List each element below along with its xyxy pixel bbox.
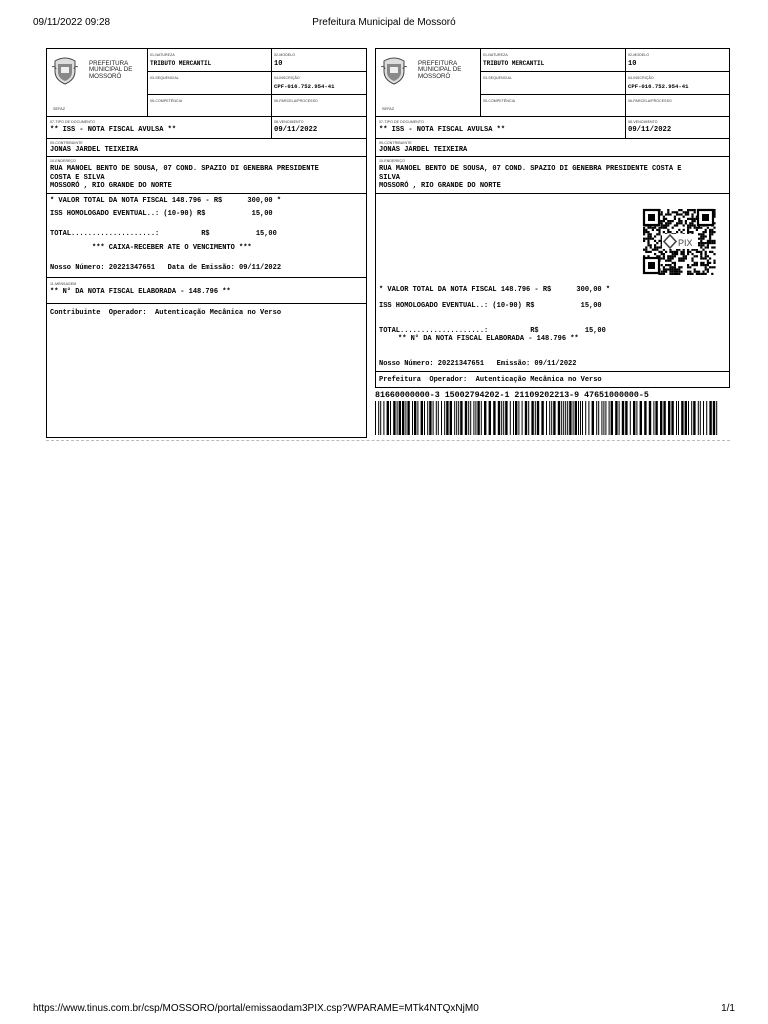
autenticacao-line: Contribuinte Operador: Autenticação Mecânica no Verso: [50, 309, 282, 317]
modelo-value: 10: [274, 60, 283, 68]
vencimento-cell: [625, 117, 729, 139]
contribuinte-label: 09-CONTRIBUINTE: [379, 141, 412, 145]
endereco-value: [379, 165, 727, 191]
contribuinte-cell: [47, 139, 366, 157]
barcode: [375, 401, 718, 435]
natureza-label: 01-NATUREZA: [150, 53, 175, 57]
sequencial-label: 03-SEQUENCIAL: [150, 76, 179, 80]
pix-logo-text: PIX: [678, 238, 693, 248]
total-line: TOTAL....................: R$ 15,00: [50, 230, 277, 238]
endereco-line-3: MOSSORÓ , RIO GRANDE DO NORTE: [379, 182, 501, 190]
nosso-numero-line: Nosso Número: 20221347651 Data de Emissão: 09/11/2022: [50, 264, 282, 272]
natureza-cell: [147, 49, 271, 72]
vencimento-label: 08-VENCIMENTO: [274, 120, 304, 124]
endereco-cell: [47, 157, 366, 194]
print-title: Prefeitura Municipal de Mossoró: [312, 17, 456, 28]
inscricao-value: CPF-016.752.954-41: [274, 83, 335, 90]
caixa-receber-line: *** CAIXA-RECEBER ATE O VENCIMENTO ***: [92, 244, 252, 252]
tipo-documento-label: 07-TIPO DE DOCUMENTO: [50, 120, 95, 124]
parcela-cell: [625, 95, 729, 117]
mensagem-value: ** N° DA NOTA FISCAL ELABORADA - 148.796 **: [50, 288, 231, 296]
sequencial-cell: [480, 72, 625, 95]
competencia-cell: [480, 95, 625, 117]
linha-digitavel: 81660000000-3 15002794202-1 21109202213-9 47651000000-5: [375, 391, 649, 400]
logo-line-3: MOSSORÓ: [89, 72, 122, 80]
endereco-line-2: SILVA: [379, 173, 401, 182]
inscricao-value: CPF-016.752.954-41: [628, 83, 689, 90]
competencia-cell: [147, 95, 271, 117]
natureza-value: TRIBUTO MERCANTIL: [150, 60, 212, 67]
parcela-label: 06-PARCELA/PROCESSO: [274, 99, 318, 103]
logo-tagline: SEFAZ: [53, 107, 66, 111]
logo-line-2: MUNICIPAL DE: [89, 66, 133, 74]
natureza-label: 01-NATUREZA: [483, 53, 508, 57]
vencimento-cell: [271, 117, 366, 139]
endereco-cell: [376, 157, 729, 194]
print-url: https://www.tinus.com.br/csp/MOSSORO/portal/emissaodam3PIX.csp?WPARAME=MTk4NTQxNjM0: [33, 1003, 479, 1014]
inscricao-label: 04-INSCRIÇÃO: [274, 76, 300, 80]
cut-line: [46, 440, 730, 441]
logo-line-3: MOSSORÓ: [418, 72, 451, 80]
logo-row-border: [47, 49, 147, 117]
logo-line-1: PREFEITURA: [89, 60, 129, 67]
print-datetime: 09/11/2022 09:28: [33, 17, 111, 28]
valor-total-line: * VALOR TOTAL DA NOTA FISCAL 148.796 - R$ 300,00 *: [50, 197, 282, 205]
sequencial-label: 03-SEQUENCIAL: [483, 76, 512, 80]
logo-line-2: MUNICIPAL DE: [418, 66, 462, 74]
mensagem-label: 11-MENSAGEM: [50, 282, 77, 286]
competencia-label: 05-COMPETÊNCIA: [150, 99, 183, 103]
modelo-label: 02-MODELO: [628, 53, 650, 57]
autenticacao-line: Prefeitura Operador: Autenticação Mecânica no Verso: [379, 376, 602, 384]
valores-cell: [376, 194, 729, 372]
tipo-documento-cell: [47, 117, 271, 139]
parcela-cell: [271, 95, 366, 117]
contribuinte-value: JONAS JARDEL TEIXEIRA: [379, 146, 468, 154]
modelo-cell: [271, 49, 366, 72]
vencimento-value: 09/11/2022: [274, 126, 318, 134]
nosso-numero-line: Nosso Número: 20221347651 Emissão: 09/11/2022: [379, 360, 577, 368]
slip-prefeitura: [375, 48, 730, 388]
modelo-label: 02-MODELO: [274, 53, 296, 57]
contribuinte-value: JONAS JARDEL TEIXEIRA: [50, 146, 139, 154]
competencia-label: 05-COMPETÊNCIA: [483, 99, 516, 103]
logo-row-border: [376, 49, 480, 117]
inscricao-cell: [271, 72, 366, 95]
iss-homologado-line: ISS HOMOLOGADO EVENTUAL..: (10-90) R$ 15,00: [50, 210, 273, 218]
endereco-line-1: RUA MANOEL BENTO DE SOUSA, 07 COND. SPAZIO DI GENEBRA PRESIDENTE: [50, 165, 319, 173]
valores-cell: [47, 194, 366, 278]
tipo-documento-cell: [376, 117, 625, 139]
tipo-documento-value: ** ISS - NOTA FISCAL AVULSA **: [379, 126, 506, 134]
endereco-label: 10-ENDEREÇO: [50, 159, 76, 163]
vencimento-label: 08-VENCIMENTO: [628, 120, 658, 124]
pix-qr-code: [642, 208, 716, 276]
inscricao-label: 04-INSCRIÇÃO: [628, 76, 654, 80]
modelo-cell: [625, 49, 729, 72]
modelo-value: 10: [628, 60, 637, 68]
natureza-value: TRIBUTO MERCANTIL: [483, 60, 545, 67]
tipo-documento-label: 07-TIPO DE DOCUMENTO: [379, 120, 424, 124]
vencimento-value: 09/11/2022: [628, 126, 672, 134]
slip-contribuinte: [46, 48, 367, 438]
sequencial-cell: [147, 72, 271, 95]
mensagem-cell: [47, 278, 366, 304]
endereco-value: [50, 165, 362, 191]
endereco-line-2: COSTA E SILVA: [50, 173, 105, 182]
tipo-documento-value: ** ISS - NOTA FISCAL AVULSA **: [50, 126, 177, 134]
print-page-number: 1/1: [721, 1003, 735, 1014]
logo-tagline: SEFAZ: [382, 107, 395, 111]
contribuinte-label: 09-CONTRIBUINTE: [50, 141, 83, 145]
endereco-line-1: RUA MANOEL BENTO DE SOUSA, 07 COND. SPAZIO DI GENEBRA PRESIDENTE COSTA E: [379, 165, 682, 173]
iss-homologado-line: ISS HOMOLOGADO EVENTUAL..: (10-90) R$ 15,00: [379, 302, 602, 310]
inscricao-cell: [625, 72, 729, 95]
logo-line-1: PREFEITURA: [418, 60, 458, 67]
natureza-cell: [480, 49, 625, 72]
total-line: TOTAL....................: R$ 15,00: [379, 327, 606, 335]
mensagem-line: ** N° DA NOTA FISCAL ELABORADA - 148.796 **: [398, 335, 579, 343]
valor-total-line: * VALOR TOTAL DA NOTA FISCAL 148.796 - R$ 300,00 *: [379, 286, 611, 294]
endereco-label: 10-ENDEREÇO: [379, 159, 405, 163]
parcela-label: 06-PARCELA/PROCESSO: [628, 99, 672, 103]
contribuinte-cell: [376, 139, 729, 157]
endereco-line-3: MOSSORÓ , RIO GRANDE DO NORTE: [50, 182, 172, 190]
